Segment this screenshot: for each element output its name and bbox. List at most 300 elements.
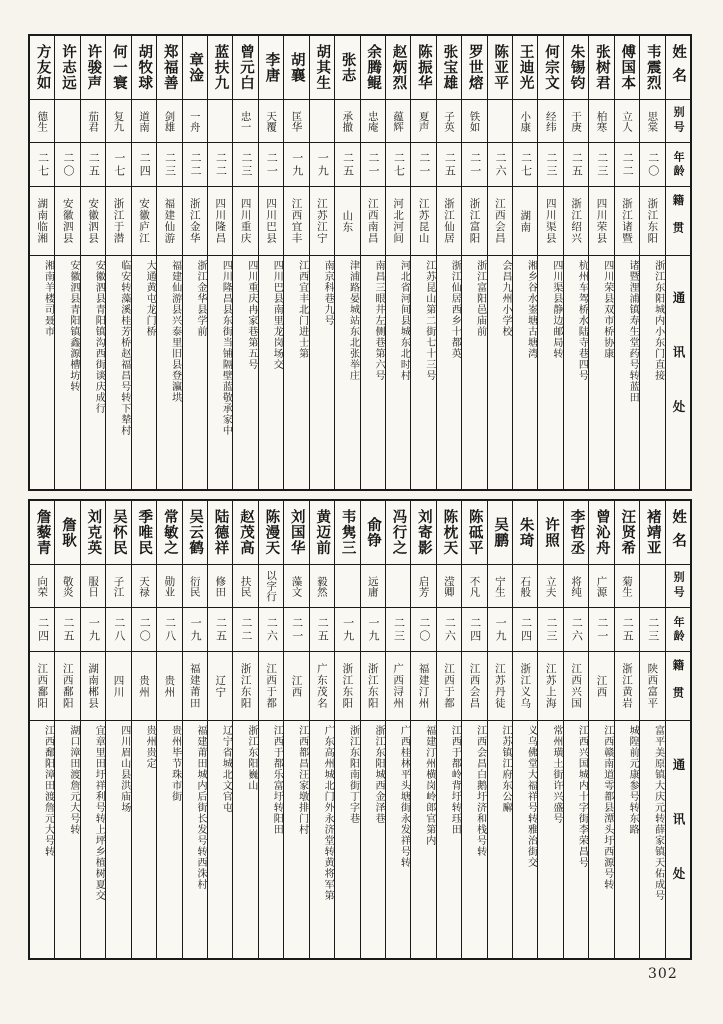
entry-column	[80, 501, 105, 958]
alias-cell-text: 忠庵	[366, 110, 379, 132]
native-cell	[106, 187, 130, 256]
alias-cell	[564, 100, 588, 143]
alias-cell	[55, 100, 79, 143]
entry-column	[410, 36, 435, 489]
age-cell-text: 二二	[214, 151, 228, 178]
address-cell-text: 四川眉山县洪庙场	[118, 725, 130, 813]
directory-table-bottom	[28, 499, 692, 960]
native-cell-text: 辽宁	[214, 674, 227, 698]
alias-cell-text: 远庸	[366, 575, 379, 597]
alias-cell	[284, 565, 308, 608]
address-cell	[615, 256, 639, 489]
age-cell	[30, 143, 54, 187]
age-cell	[284, 608, 308, 652]
age-cell-text: 二八	[163, 616, 177, 643]
alias-cell-text: 宁生	[493, 575, 506, 597]
age-cell-text: 二二	[621, 151, 635, 178]
alias-cell-text: 德生	[36, 110, 49, 132]
name-cell	[208, 36, 232, 100]
address-cell	[284, 256, 308, 489]
address-cell	[462, 256, 486, 489]
age-cell	[183, 143, 207, 187]
alias-cell	[106, 100, 130, 143]
name-cell	[106, 501, 130, 565]
name-cell-text: 季唯民	[136, 509, 153, 556]
name-cell	[538, 501, 562, 565]
native-cell-text: 江西南昌	[366, 198, 379, 244]
native-cell-text: 湖南临湘	[36, 198, 49, 244]
native-cell-text: 陕西富平	[646, 663, 659, 709]
entry-column	[410, 501, 435, 958]
header-alias	[666, 565, 690, 608]
name-cell-text: 陈砥平	[466, 509, 483, 556]
alias-cell	[310, 565, 334, 608]
address-cell-text: 福建仙游县兴泰里旧县登瀛垬	[169, 260, 181, 403]
age-cell-text: 二〇	[417, 616, 431, 643]
native-cell	[589, 652, 613, 721]
address-cell	[208, 256, 232, 489]
header-native	[666, 187, 690, 256]
entry-column	[54, 36, 79, 489]
native-cell-text: 四川隆昌	[214, 198, 227, 244]
header-address-text: 通讯处	[670, 290, 686, 455]
entry-column	[309, 36, 334, 489]
address-cell	[30, 256, 54, 489]
age-cell	[157, 608, 181, 652]
alias-cell-text: 蕴辉	[392, 110, 405, 132]
alias-cell-text: 广源	[595, 575, 608, 597]
native-cell-text: 浙江东阳	[239, 663, 252, 709]
alias-cell-text: 匡华	[290, 110, 303, 132]
address-cell	[513, 256, 537, 489]
entry-column	[461, 36, 486, 489]
alias-cell-text: 立夫	[544, 575, 557, 597]
native-cell	[640, 187, 664, 256]
address-cell-text: 江苏镇江府东公廨	[500, 725, 512, 813]
age-cell	[208, 608, 232, 652]
age-cell	[488, 608, 512, 652]
name-cell-text: 许照	[543, 517, 560, 548]
entry-column	[385, 501, 410, 958]
name-cell	[640, 36, 664, 100]
alias-cell-text: 思棠	[646, 110, 659, 132]
alias-cell	[462, 100, 486, 143]
alias-cell-text: 石般	[519, 575, 532, 597]
entry-column	[487, 36, 512, 489]
age-cell	[386, 143, 410, 187]
age-cell	[132, 143, 156, 187]
alias-cell-text: 菊生	[620, 575, 633, 597]
address-cell-text: 辽宁省城北文官屯	[220, 725, 232, 813]
entry-column	[360, 501, 385, 958]
age-cell-text: 二二	[239, 616, 253, 643]
name-cell	[157, 36, 181, 100]
age-cell	[437, 608, 461, 652]
native-cell-text: 江西会昌	[493, 198, 506, 244]
alias-cell	[437, 565, 461, 608]
native-cell	[30, 187, 54, 256]
name-cell-text: 朱琦	[517, 517, 534, 548]
alias-cell	[157, 100, 181, 143]
name-cell-text: 王迪光	[517, 44, 534, 91]
native-cell-text: 江西于都	[265, 663, 278, 709]
age-cell-text: 一九	[189, 616, 203, 643]
alias-cell-text: 藻文	[290, 575, 303, 597]
address-cell	[411, 256, 435, 489]
alias-cell-text: 一舟	[188, 110, 201, 132]
header-address-text: 通讯处	[670, 757, 686, 922]
name-cell-text: 曾元白	[237, 44, 254, 91]
age-cell	[386, 608, 410, 652]
alias-cell	[640, 100, 664, 143]
age-cell-text: 二二	[189, 151, 203, 178]
address-cell-text: 常州璜土街许兴盛号	[550, 725, 562, 824]
address-cell-text: 四川荣县双市桥协康	[601, 260, 613, 359]
native-cell	[411, 187, 435, 256]
address-cell-text: 浙江富阳邑庙前	[474, 260, 486, 337]
name-cell-text: 胡其生	[314, 44, 331, 91]
alias-cell-text: 于庚	[570, 110, 583, 132]
native-cell-text: 四川巴县	[265, 198, 278, 244]
address-cell-text: 福建莆田城内后街长发号转西洙村	[194, 725, 206, 890]
page-number: 302	[648, 966, 678, 982]
native-cell-text: 山东	[341, 209, 354, 233]
name-cell-text: 詹耿	[60, 517, 76, 548]
entry-column	[30, 501, 54, 958]
native-cell-text: 广东茂名	[315, 663, 328, 709]
header-native-text: 籍贯	[671, 193, 686, 249]
name-cell	[361, 36, 385, 100]
entry-column	[614, 501, 639, 958]
name-cell	[462, 501, 486, 565]
native-cell-text: 江西鄱阳	[36, 663, 49, 709]
age-cell-text: 二一	[265, 151, 279, 178]
alias-cell	[615, 565, 639, 608]
header-age-text: 年龄	[672, 150, 686, 179]
name-cell-text: 陈漫天	[263, 509, 280, 556]
native-cell-text: 浙江金华	[188, 198, 201, 244]
address-cell	[157, 721, 181, 958]
native-cell	[437, 652, 461, 721]
address-cell	[55, 256, 79, 489]
alias-cell	[81, 565, 105, 608]
name-cell-text: 陈振华	[415, 44, 432, 91]
address-cell-text: 福建汀州横岗岭郎官第内	[423, 725, 435, 846]
native-cell	[564, 187, 588, 256]
native-cell-text: 四川重庆	[239, 198, 252, 244]
age-cell-text: 二三	[545, 151, 558, 178]
address-cell	[335, 721, 359, 958]
age-cell-text: 二六	[265, 616, 279, 643]
age-cell	[640, 143, 664, 187]
native-cell-text: 浙江黄岩	[620, 663, 633, 709]
alias-cell	[589, 100, 613, 143]
address-cell	[183, 721, 207, 958]
age-cell-text: 二七	[392, 151, 406, 178]
name-cell-text: 韦隽三	[339, 509, 356, 556]
age-cell-text: 二五	[570, 151, 584, 178]
address-cell	[310, 721, 334, 958]
address-cell	[564, 721, 588, 958]
entry-column	[80, 36, 105, 489]
name-cell-text: 刘寄影	[415, 509, 432, 556]
native-cell	[386, 652, 410, 721]
alias-cell-text: 夏声	[417, 110, 430, 132]
age-cell	[538, 143, 562, 187]
alias-cell-text: 以字行	[265, 570, 278, 602]
address-cell-text: 浙江东阳城内小东门直接	[652, 260, 664, 381]
native-cell-text: 福建仙游	[163, 198, 176, 244]
address-cell-text: 津浦路晏城站东北张举庄	[347, 260, 359, 381]
address-cell	[437, 256, 461, 489]
alias-cell	[30, 100, 54, 143]
name-cell	[208, 501, 232, 565]
address-cell-text: 江西于都乐富圩转阳田	[271, 725, 283, 835]
address-cell	[640, 256, 664, 489]
native-cell-text: 贵州	[163, 674, 176, 698]
entry-column	[436, 36, 461, 489]
native-cell	[132, 187, 156, 256]
native-cell	[233, 652, 257, 721]
alias-cell-text: 服日	[87, 575, 100, 597]
age-cell-text: 二三	[392, 616, 406, 643]
header-native-text: 籍贯	[671, 658, 686, 714]
address-cell-text: 江西于都岭背圩转珏田	[449, 725, 461, 835]
native-cell	[437, 187, 461, 256]
name-cell	[335, 501, 359, 565]
alias-cell	[81, 100, 105, 143]
address-cell-text: 浙江金华县学前	[194, 260, 206, 337]
header-column	[665, 36, 690, 489]
name-cell-text: 黄迈前	[314, 509, 331, 556]
entry-column	[283, 501, 308, 958]
native-cell	[208, 187, 232, 256]
name-cell	[81, 36, 105, 100]
native-cell	[589, 187, 613, 256]
name-cell-text: 韦震烈	[644, 44, 661, 91]
age-cell-text: 一九	[290, 151, 304, 178]
age-cell	[157, 143, 181, 187]
header-alias	[666, 100, 690, 143]
name-cell	[132, 501, 156, 565]
alias-cell	[335, 100, 359, 143]
age-cell	[513, 143, 537, 187]
native-cell	[183, 187, 207, 256]
header-name-text: 姓名	[670, 509, 687, 556]
address-cell	[589, 721, 613, 958]
name-cell-text: 吴云鹤	[187, 509, 204, 556]
alias-cell-text: 子英	[443, 110, 456, 132]
address-cell	[488, 256, 512, 489]
name-cell	[106, 36, 130, 100]
alias-cell	[132, 565, 156, 608]
address-cell	[589, 256, 613, 489]
alias-cell	[640, 565, 664, 608]
name-cell-text: 曾沁舟	[593, 509, 610, 556]
age-cell	[513, 608, 537, 652]
age-cell	[310, 608, 334, 652]
entry-column	[537, 36, 562, 489]
alias-cell	[183, 565, 207, 608]
alias-cell-text: 将纯	[570, 575, 583, 597]
alias-cell	[259, 565, 283, 608]
alias-cell	[233, 100, 257, 143]
header-name	[666, 36, 690, 100]
address-cell-text: 四川隆昌县东街当铺隔壁蓝敬承家中	[220, 260, 232, 436]
address-cell	[208, 721, 232, 958]
address-cell-text: 江西赣南道雩都县潭头圩西源号转	[601, 725, 613, 890]
name-cell	[183, 501, 207, 565]
native-cell-text: 福建莆田	[188, 663, 201, 709]
age-cell-text: 二五	[443, 151, 457, 178]
native-cell	[284, 187, 308, 256]
age-cell-text: 二六	[570, 616, 584, 643]
name-cell-text: 何一寰	[110, 44, 127, 91]
age-cell-text: 二一	[417, 151, 431, 178]
directory-table-top	[28, 34, 692, 491]
age-cell	[538, 608, 562, 652]
name-cell-text: 李唐	[263, 52, 280, 83]
alias-cell	[361, 565, 385, 608]
address-cell	[233, 256, 257, 489]
entry-column	[512, 36, 537, 489]
native-cell	[132, 652, 156, 721]
native-cell-text: 浙江绍兴	[570, 198, 583, 244]
native-cell-text: 四川荣县	[595, 198, 608, 244]
address-cell-text: 安徽泗县青阳镇鑫源槽坊转	[67, 260, 79, 392]
age-cell	[259, 143, 283, 187]
age-cell	[589, 608, 613, 652]
alias-cell-text: 承撤	[341, 110, 354, 132]
alias-cell-text: 毅然	[315, 575, 328, 597]
entry-column	[156, 36, 181, 489]
header-address	[666, 256, 690, 489]
address-cell-text: 四川重庆冉家巷第五号	[245, 260, 257, 370]
alias-cell	[233, 565, 257, 608]
native-cell	[513, 187, 537, 256]
native-cell-text: 贵州	[137, 674, 150, 698]
entry-column	[487, 501, 512, 958]
address-cell	[488, 721, 512, 958]
name-cell-text: 朱锡钧	[568, 44, 585, 91]
name-cell	[284, 501, 308, 565]
name-cell-text: 余腾鲲	[365, 44, 382, 91]
name-cell-text: 陈亚平	[492, 44, 509, 91]
header-age	[666, 608, 690, 652]
address-cell-text: 贵州贵定	[144, 725, 156, 769]
age-cell	[462, 143, 486, 187]
entry-column	[258, 36, 283, 489]
name-cell	[615, 501, 639, 565]
alias-cell-text: 向荣	[36, 575, 49, 597]
age-cell	[361, 143, 385, 187]
age-cell	[411, 143, 435, 187]
age-cell	[81, 608, 105, 652]
age-cell-text: 一九	[341, 616, 355, 643]
header-age-text: 年龄	[672, 615, 686, 644]
name-cell	[437, 501, 461, 565]
age-cell	[361, 608, 385, 652]
native-cell	[310, 187, 334, 256]
native-cell	[361, 187, 385, 256]
native-cell	[615, 652, 639, 721]
entry-column	[639, 501, 664, 958]
age-cell-text: 一七	[112, 151, 126, 178]
entry-column	[563, 501, 588, 958]
age-cell-text: 二一	[595, 616, 609, 643]
entry-column	[232, 501, 257, 958]
name-cell-text: 吴鹏	[492, 517, 509, 548]
address-cell-text: 义乌佛堂大福祥号转雅治街交	[525, 725, 537, 868]
native-cell	[233, 187, 257, 256]
age-cell	[233, 143, 257, 187]
native-cell-text: 江苏江宁	[315, 198, 328, 244]
age-cell-text: 二五	[341, 151, 355, 178]
age-cell-text: 二一	[367, 151, 381, 178]
age-cell-text: 二〇	[646, 151, 660, 178]
native-cell-text: 湖南	[519, 209, 532, 233]
native-cell-text: 江苏丹徒	[493, 663, 506, 709]
age-cell	[335, 608, 359, 652]
native-cell	[386, 187, 410, 256]
native-cell-text: 安徽庐江	[137, 198, 150, 244]
alias-cell-text: 滢卿	[443, 575, 456, 597]
address-cell	[310, 256, 334, 489]
entry-column	[54, 501, 79, 958]
address-cell	[259, 721, 283, 958]
alias-cell	[488, 565, 512, 608]
entry-column	[563, 36, 588, 489]
name-cell-text: 常敏之	[161, 509, 178, 556]
native-cell	[30, 652, 54, 721]
age-cell	[411, 608, 435, 652]
entry-column	[360, 36, 385, 489]
native-cell	[411, 652, 435, 721]
name-cell-text: 赵茂高	[237, 509, 254, 556]
native-cell-text: 河北河间	[392, 198, 405, 244]
entry-column	[334, 501, 359, 958]
age-cell-text: 二四	[138, 151, 152, 178]
address-cell-text: 江西兴国城内十字街李荣昌号	[576, 725, 588, 868]
address-cell-text: 南昌三眼井左侧巷第六号	[372, 260, 384, 381]
address-cell	[233, 721, 257, 958]
native-cell-text: 湖南郴县	[87, 663, 100, 709]
alias-cell	[411, 565, 435, 608]
address-cell-text: 江西都昌汪家墩排门村	[296, 725, 308, 835]
alias-cell-text: 道南	[137, 110, 150, 132]
age-cell	[259, 608, 283, 652]
entry-column	[105, 36, 130, 489]
address-cell	[386, 721, 410, 958]
name-cell-text: 蓝扶九	[212, 44, 229, 91]
name-cell-text: 汪贤希	[619, 509, 636, 556]
native-cell-text: 江西	[290, 674, 303, 698]
address-cell	[615, 721, 639, 958]
age-cell-text: 二三	[239, 151, 253, 178]
alias-cell	[538, 565, 562, 608]
name-cell	[513, 36, 537, 100]
name-cell-text: 何宗文	[543, 44, 560, 91]
alias-cell	[132, 100, 156, 143]
alias-cell-text: 天禄	[137, 575, 150, 597]
address-cell-text: 四川巴县南里龙岗场交	[271, 260, 283, 370]
age-cell-text: 二五	[316, 616, 330, 643]
native-cell	[462, 652, 486, 721]
native-cell	[335, 187, 359, 256]
entry-column	[588, 501, 613, 958]
name-cell-text: 冯行之	[390, 509, 407, 556]
address-cell	[132, 721, 156, 958]
